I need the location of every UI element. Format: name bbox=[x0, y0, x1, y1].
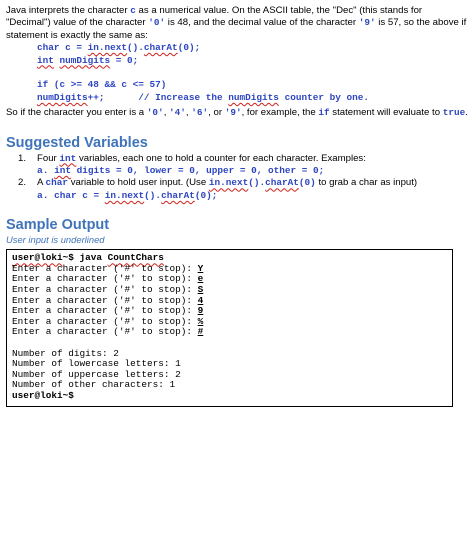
text: statement will evaluate to bbox=[329, 107, 443, 119]
prompt-text: Enter a character ('#' to stop): bbox=[12, 294, 198, 306]
code-line bbox=[37, 42, 468, 54]
sample-output-heading: Sample Output bbox=[6, 217, 110, 234]
result-line: Number of other characters: 1 bbox=[12, 379, 176, 391]
command-text: ~$ java bbox=[62, 252, 108, 264]
intro-text: is 48, and the decimal value of the character bbox=[165, 17, 359, 29]
code-line bbox=[37, 55, 468, 67]
user-input: e bbox=[197, 273, 204, 285]
code-token: numDigits bbox=[59, 54, 111, 66]
code-token: digits = 0, lower = 0, upper = 0, other = 0; bbox=[71, 165, 325, 177]
prompt-host: user@loki bbox=[12, 252, 63, 264]
code-c: c bbox=[130, 5, 136, 16]
code-token: counter by one. bbox=[278, 91, 369, 103]
list-number: 2. bbox=[18, 177, 27, 189]
prompt-text: Enter a character ('#' to stop): bbox=[12, 305, 198, 317]
code-token: numDigits bbox=[37, 91, 88, 103]
code-token: char bbox=[45, 177, 69, 189]
text: Four bbox=[37, 152, 60, 164]
list-subitem bbox=[6, 190, 468, 202]
code-token: in.next bbox=[104, 189, 145, 201]
prompt-text: Enter a character ('#' to stop): bbox=[12, 273, 198, 285]
input-note: User input is underlined bbox=[6, 234, 105, 246]
code-token: (0); bbox=[194, 189, 218, 201]
result-line: Number of digits: 2 bbox=[12, 347, 119, 359]
code-nine: '9' bbox=[358, 17, 376, 29]
intro-text: is 57, so the above if statement is exactly the same as: bbox=[6, 17, 467, 41]
prompt-text: Enter a character ('#' to stop): bbox=[12, 262, 198, 274]
code-token: (). bbox=[248, 177, 266, 189]
code-token: charAt bbox=[143, 42, 178, 54]
code-token: numDigits bbox=[228, 91, 279, 103]
suggested-variables-heading: Suggested Variables bbox=[6, 134, 148, 151]
intro-text: Java interprets the character bbox=[6, 5, 131, 16]
text: , bbox=[163, 107, 170, 119]
list-item bbox=[6, 177, 468, 189]
text: . bbox=[465, 107, 468, 119]
code-token: charAt bbox=[265, 177, 299, 189]
suggested-list bbox=[6, 153, 468, 203]
prompt-text: Enter a character ('#' to stop): bbox=[12, 326, 198, 338]
code-token: charAt bbox=[161, 189, 195, 201]
prompt-line bbox=[12, 327, 447, 338]
user-input: S bbox=[197, 284, 204, 296]
code-token: int bbox=[59, 152, 77, 164]
code-token: in.next bbox=[87, 42, 128, 54]
user-input: 9 bbox=[197, 305, 204, 317]
text: to grab a char as input) bbox=[315, 177, 418, 189]
code-token: in.next bbox=[208, 177, 249, 189]
prompt-text: Enter a character ('#' to stop): bbox=[12, 315, 198, 327]
code-if: if bbox=[318, 107, 330, 119]
user-input: # bbox=[197, 326, 204, 338]
blank-line bbox=[37, 67, 468, 79]
result-line: Number of lowercase letters: 1 bbox=[12, 358, 181, 370]
code-zero: '0' bbox=[148, 17, 166, 29]
code-char: '4' bbox=[169, 107, 186, 119]
code-token: char c = bbox=[37, 42, 88, 54]
code-token: (0) bbox=[298, 177, 316, 189]
code-char: '6' bbox=[191, 107, 209, 119]
text: , for example, the bbox=[241, 107, 319, 119]
code-block bbox=[6, 42, 468, 104]
code-token: ++; // Increase the bbox=[87, 91, 229, 103]
text: , or bbox=[208, 107, 225, 119]
code-token: int bbox=[37, 54, 54, 66]
code-line: if (c >= 48 && c <= 57) bbox=[37, 79, 167, 91]
code-token: int bbox=[54, 165, 72, 177]
code-token: = 0; bbox=[110, 54, 139, 66]
code-line bbox=[37, 92, 468, 104]
text: , bbox=[185, 107, 192, 119]
code-true: true bbox=[442, 107, 466, 119]
code-token: (0); bbox=[177, 42, 201, 54]
intro-paragraph bbox=[6, 5, 468, 42]
result-line: Number of uppercase letters: 2 bbox=[12, 368, 181, 380]
user-input: % bbox=[197, 315, 204, 327]
code-token: (). bbox=[144, 189, 162, 201]
list-item bbox=[6, 153, 468, 165]
user-input: Y bbox=[197, 262, 204, 274]
user-input: 4 bbox=[197, 294, 204, 306]
text: variables, each one to hold a counter for each character. Examples: bbox=[76, 152, 366, 164]
list-letter: a. bbox=[37, 165, 49, 177]
text: A bbox=[37, 177, 46, 189]
list-letter: a. bbox=[37, 189, 49, 201]
command-arg: CountChars bbox=[107, 252, 164, 264]
text: variable to hold user input. (Use bbox=[68, 177, 209, 189]
list-subitem bbox=[6, 165, 468, 177]
list-number: 1. bbox=[18, 152, 27, 164]
explanation-paragraph bbox=[6, 107, 468, 119]
terminal-output bbox=[6, 249, 453, 406]
intro-text: as a numerical value. On the ASCII table, the "Dec" (this stands for "Decimal") value of the character bbox=[6, 5, 423, 29]
document-page bbox=[6, 5, 468, 407]
prompt-lines bbox=[12, 264, 447, 338]
code-char: '9' bbox=[224, 107, 242, 119]
code-char: '0' bbox=[146, 107, 164, 119]
prompt-text: Enter a character ('#' to stop): bbox=[12, 284, 198, 296]
text: So if the character you enter is a bbox=[6, 107, 147, 119]
code-token: (). bbox=[127, 42, 144, 54]
end-prompt: user@loki~$ bbox=[12, 390, 74, 401]
code-token: char c = bbox=[48, 189, 105, 201]
